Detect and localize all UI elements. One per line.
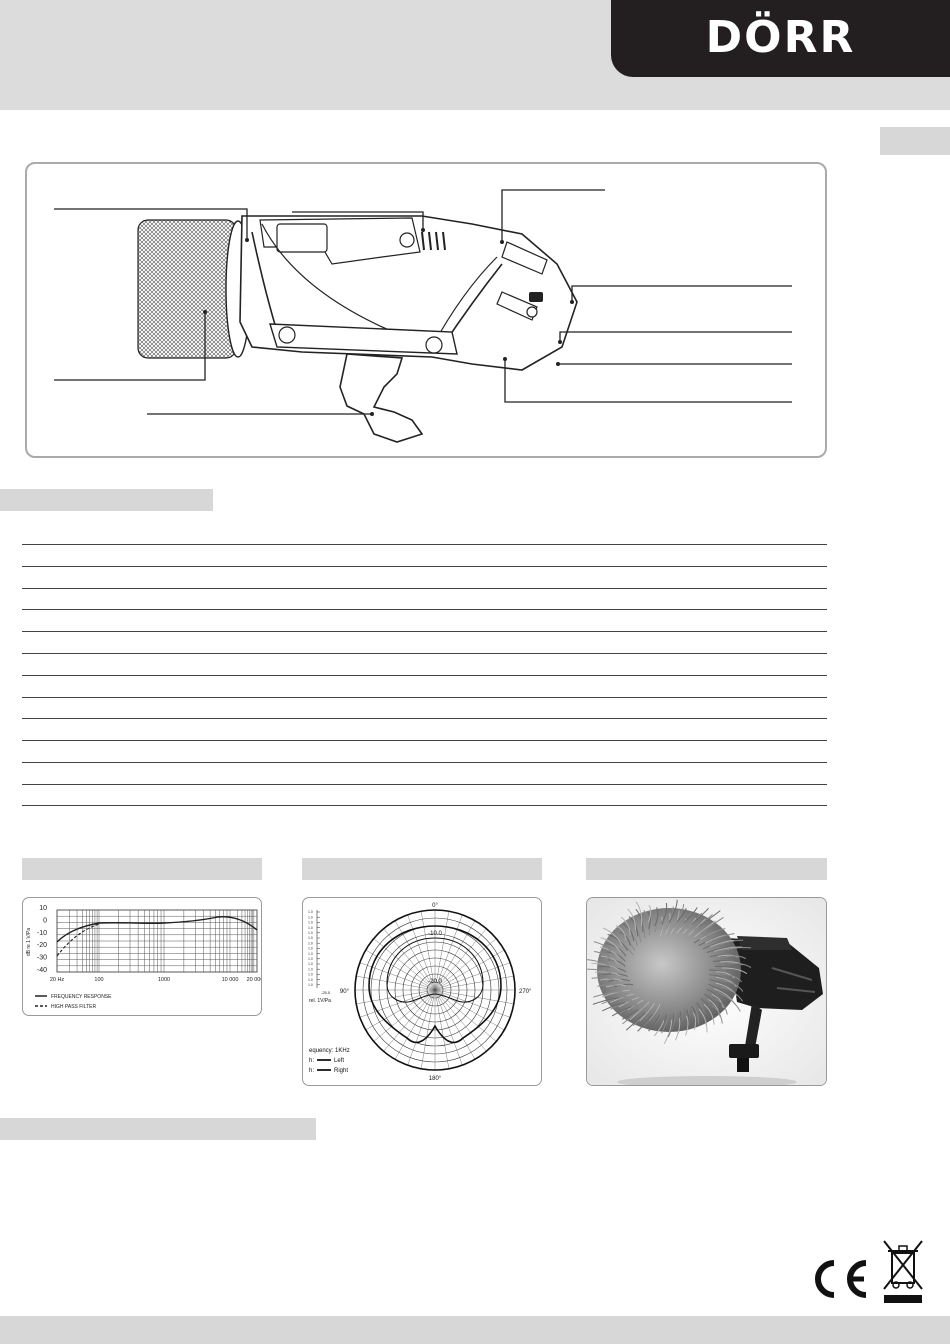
scale-tick-label: 1.0 bbox=[308, 957, 313, 961]
language-tab bbox=[880, 127, 950, 155]
windshield-photo bbox=[586, 897, 827, 1086]
angle-label-bottom: 180° bbox=[428, 1076, 442, 1082]
footer-band bbox=[0, 1316, 950, 1344]
legend-right-prefix: h: bbox=[309, 1068, 315, 1074]
weee-crossed-bin-icon bbox=[884, 1241, 922, 1303]
scale-tick-label: 1.0 bbox=[308, 920, 313, 925]
table-row bbox=[22, 740, 827, 762]
table-row bbox=[22, 588, 827, 610]
scale-tick-label: 1.0 bbox=[308, 983, 313, 987]
specifications-heading-bar bbox=[0, 489, 213, 511]
x-tick-label: 20 000 bbox=[246, 977, 263, 983]
table-row bbox=[22, 653, 827, 675]
scale-tick-label: 1.0 bbox=[308, 951, 313, 956]
x-tick-label: 100 bbox=[94, 977, 104, 983]
brand-logo-text: DÖRR bbox=[705, 12, 856, 63]
legend-right: Right bbox=[334, 1068, 349, 1074]
table-row bbox=[22, 675, 827, 697]
scale-tick-label: 1.0 bbox=[308, 925, 313, 930]
scale-tick-label: 1.0 bbox=[308, 915, 313, 920]
scale-tick-label: 1.0 bbox=[308, 977, 313, 982]
y-tick-label: -30 bbox=[36, 954, 47, 962]
section-heading-bar bbox=[0, 1118, 316, 1140]
table-row bbox=[22, 566, 827, 588]
y-axis-label: dB re 1 V/Pa bbox=[26, 927, 32, 957]
scale-bottom-label: -25.0 bbox=[321, 990, 331, 995]
y-tick-label: -40 bbox=[36, 967, 47, 974]
table-row bbox=[22, 631, 827, 653]
microphone-illustration bbox=[27, 164, 825, 456]
y-tick-label: 0 bbox=[43, 917, 47, 925]
mesh-capsule bbox=[138, 220, 236, 358]
x-tick-label: 20 Hz bbox=[49, 977, 65, 983]
polar-pattern-chart bbox=[302, 897, 542, 1086]
ce-mark-icon bbox=[818, 1263, 866, 1295]
legend-frequency-response: FREQUENCY RESPONSE bbox=[51, 994, 112, 1000]
legend-left: Left bbox=[334, 1058, 345, 1064]
scale-tick-label: 1.0 bbox=[308, 972, 313, 977]
frequency-response-chart bbox=[22, 897, 262, 1016]
y-tick-label: 10 bbox=[39, 905, 47, 912]
table-row bbox=[22, 609, 827, 631]
scale-tick-label: 1.0 bbox=[308, 936, 313, 941]
frequency-label: equency: 1KHz bbox=[309, 1048, 350, 1054]
angle-label-right: 270° bbox=[519, 989, 532, 995]
legend-high-pass-filter: HIGH PASS FILTER bbox=[51, 1004, 97, 1010]
product-diagram bbox=[25, 162, 827, 458]
scale-tick-label: 1.0 bbox=[308, 962, 313, 967]
angle-label-left: 90° bbox=[339, 989, 349, 995]
certification-logos bbox=[800, 1237, 925, 1307]
x-tick-label: 1000 bbox=[157, 977, 171, 983]
frequency-response-heading-bar bbox=[22, 858, 262, 880]
ring-label-inner: -20.0 bbox=[428, 979, 442, 985]
brand-logo bbox=[611, 0, 950, 77]
angle-label-top: 0° bbox=[432, 903, 438, 909]
x-tick-label: 10 000 bbox=[221, 977, 239, 983]
scale-tick-label: 1.0 bbox=[308, 967, 313, 972]
y-tick-label: -10 bbox=[36, 929, 47, 937]
table-row bbox=[22, 718, 827, 740]
specifications-table bbox=[22, 544, 827, 806]
windshield-heading-bar bbox=[586, 858, 827, 880]
table-row bbox=[22, 762, 827, 784]
polar-pattern-heading-bar bbox=[302, 858, 542, 880]
scale-reference: rel. 1V/Pa bbox=[309, 998, 331, 1004]
ring-label-middle: -10.0 bbox=[428, 931, 442, 937]
table-row bbox=[22, 544, 827, 566]
legend-left-prefix: h: bbox=[309, 1058, 315, 1064]
pistol-grip bbox=[340, 354, 422, 442]
scale-tick-label: 1.0 bbox=[308, 946, 313, 951]
table-row bbox=[22, 784, 827, 806]
scale-tick-label: 1.0 bbox=[308, 941, 313, 946]
scale-tick-label: 1.0 bbox=[308, 931, 313, 935]
y-tick-label: -20 bbox=[36, 942, 47, 950]
scale-tick-label: 1.0 bbox=[308, 910, 313, 915]
table-row bbox=[22, 697, 827, 719]
